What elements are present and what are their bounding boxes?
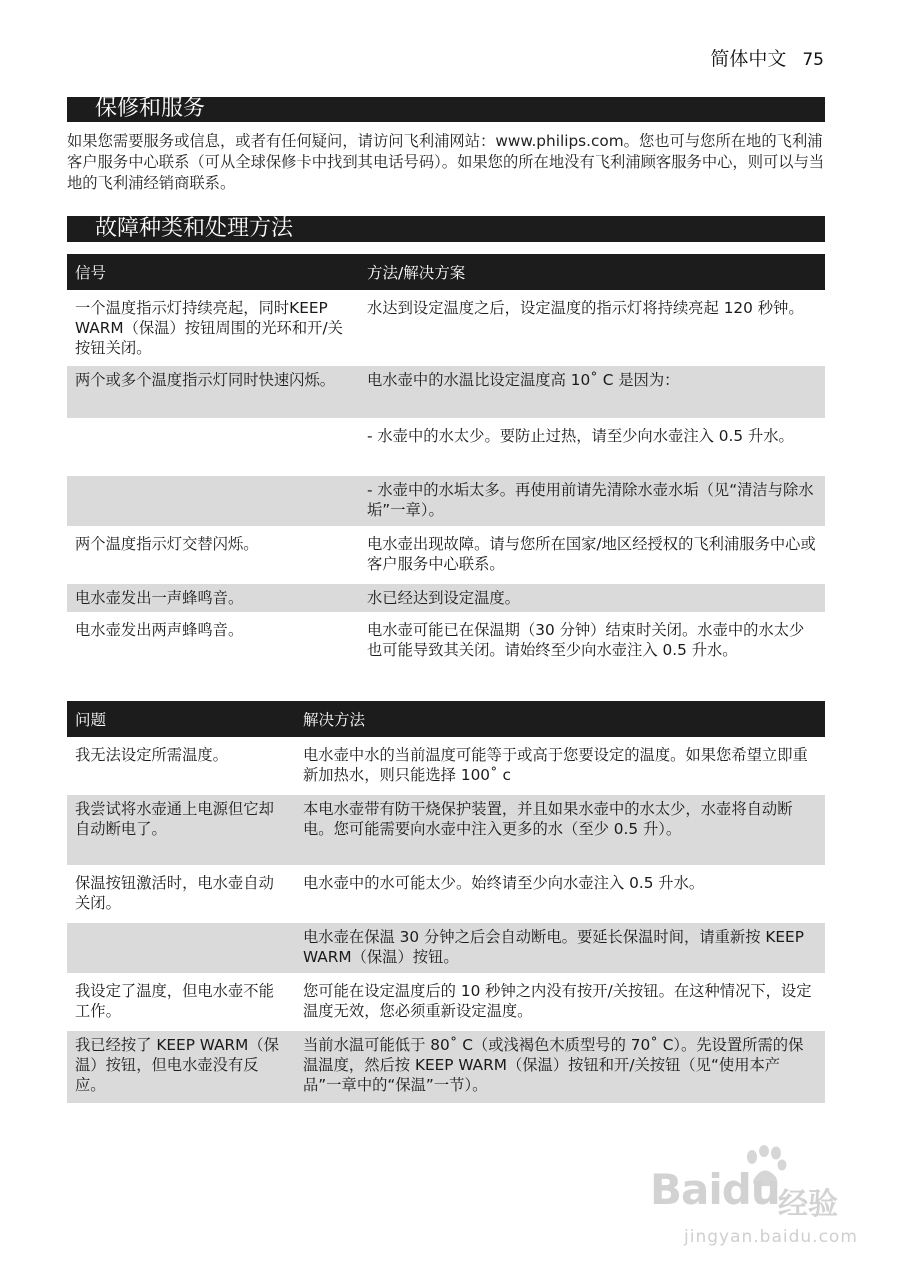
troubleshooting-section-title: 故障种类和处理方法: [67, 216, 825, 242]
watermark-url: jingyan.baidu.com: [684, 1227, 858, 1247]
table-row: [67, 793, 825, 867]
table-cell: 电水壶发出一声蜂鸣音。: [67, 582, 359, 614]
table-header-row: [67, 254, 825, 292]
column-header-problem: 问题: [67, 701, 295, 739]
table-row: [67, 292, 825, 364]
table-row: [67, 582, 825, 614]
language-label: 简体中文: [710, 48, 787, 70]
table-cell: [67, 921, 295, 975]
table-cell: [67, 474, 359, 528]
table-cell: [67, 420, 359, 474]
table-cell: 电水壶中的水温比设定温度高 10˚ C 是因为：: [359, 364, 825, 420]
table-row: [67, 921, 825, 975]
table-cell: 保温按钮激活时，电水壶自动关闭。: [67, 867, 295, 921]
signal-table: [67, 254, 825, 686]
table-cell: 您可能在设定温度后的 10 秒钟之内没有按开/关按钮。在这种情况下，设定温度无效，您必须重新设定温度。: [295, 975, 825, 1029]
column-header-signal: 信号: [67, 254, 359, 292]
table-cell: 本电水壶带有防干烧保护装置，并且如果水壶中的水太少，水壶将自动断电。您可能需要向水壶中注入更多的水（至少 0.5 升）。: [295, 793, 825, 867]
table-cell: 电水壶中水的当前温度可能等于或高于您要设定的温度。如果您希望立即重新加热水，则只能选择 100˚ c: [295, 739, 825, 793]
table-cell: 两个或多个温度指示灯同时快速闪烁。: [67, 364, 359, 420]
problem-table: [67, 701, 825, 1103]
table-row: [67, 867, 825, 921]
table-header-row: [67, 701, 825, 739]
service-section-title: 保修和服务: [67, 97, 825, 122]
table-row: [67, 1029, 825, 1103]
page-header: [710, 44, 824, 72]
table-cell: 电水壶在保温 30 分钟之后会自动断电。要延长保温时间，请重新按 KEEP WARM（保温）按钮。: [295, 921, 825, 975]
table-cell: 电水壶出现故障。请与您所在国家/地区经授权的飞利浦服务中心或客户服务中心联系。: [359, 528, 825, 582]
table-cell: 一个温度指示灯持续亮起，同时KEEP WARM（保温）按钮周围的光环和开/关按钮关闭。: [67, 292, 359, 364]
table-row: [67, 420, 825, 474]
table-row: [67, 474, 825, 528]
table-cell: - 水壶中的水太少。要防止过热，请至少向水壶注入 0.5 升水。: [359, 420, 825, 474]
column-header-solution: 方法/解决方案: [359, 254, 825, 292]
table-cell: 我尝试将水壶通上电源但它却自动断电了。: [67, 793, 295, 867]
page-number: 75: [802, 50, 824, 70]
table-row: [67, 614, 825, 686]
baidu-watermark: [650, 1145, 858, 1260]
table-cell: 当前水温可能低于 80˚ C（或浅褐色木质型号的 70˚ C）。先设置所需的保温温度，然后按 KEEP WARM（保温）按钮和开/关按钮（见“使用本产品”一章中的“保温”一节）。: [295, 1029, 825, 1103]
table-row: [67, 528, 825, 582]
column-header-solution: 解决方法: [295, 701, 825, 739]
table-row: [67, 364, 825, 420]
service-paragraph: 如果您需要服务或信息，或者有任何疑问，请访问飞利浦网站：www.philips.com。您也可与您所在地的飞利浦客户服务中心联系（可从全球保修卡中找到其电话号码）。如果您的所在地没有飞利浦顾客服务中心，则可以与当地的飞利浦经销商联系。: [67, 132, 825, 192]
table-cell: 我已经按了 KEEP WARM（保温）按钮，但电水壶没有反应。: [67, 1029, 295, 1103]
table-cell: 水达到设定温度之后，设定温度的指示灯将持续亮起 120 秒钟。: [359, 292, 825, 364]
table-cell: 电水壶中的水可能太少。始终请至少向水壶注入 0.5 升水。: [295, 867, 825, 921]
table-cell: 水已经达到设定温度。: [359, 582, 825, 614]
table-cell: 我无法设定所需温度。: [67, 739, 295, 793]
watermark-cn: 经验: [778, 1187, 838, 1222]
table-cell: 两个温度指示灯交替闪烁。: [67, 528, 359, 582]
watermark-brand: Baidu: [650, 1165, 780, 1214]
table-cell: 电水壶可能已在保温期（30 分钟）结束时关闭。水壶中的水太少也可能导致其关闭。请始终至少向水壶注入 0.5 升水。: [359, 614, 825, 686]
table-cell: 我设定了温度，但电水壶不能工作。: [67, 975, 295, 1029]
table-cell: 电水壶发出两声蜂鸣音。: [67, 614, 359, 686]
table-row: [67, 739, 825, 793]
table-cell: - 水壶中的水垢太多。再使用前请先清除水壶水垢（见“清洁与除水垢”一章）。: [359, 474, 825, 528]
table-row: [67, 975, 825, 1029]
